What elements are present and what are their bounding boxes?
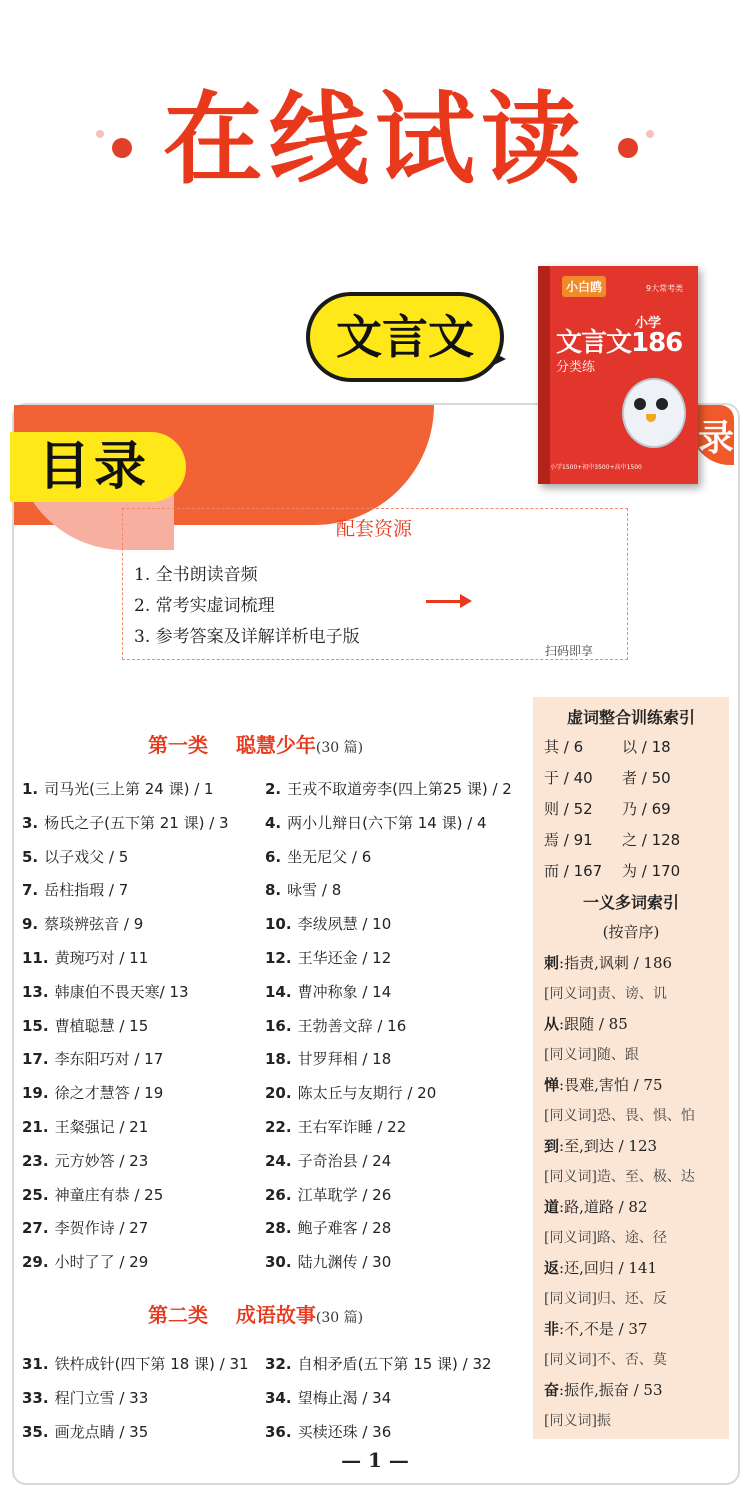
index-synonyms: [同义词]路、途、径 [544, 1230, 667, 1246]
toc-entry [265, 879, 341, 900]
index-title: 一义多词索引 [582, 893, 679, 912]
toc-entry-number: 19. [22, 1084, 49, 1103]
toc-entry-title: 咏雪 / 8 [287, 881, 342, 900]
toc-entry [22, 947, 148, 968]
toc-entry [265, 981, 391, 1002]
index-entry: 者 / 50 [622, 769, 671, 787]
toc-entry [22, 913, 143, 934]
toc-entry-number: 3. [22, 813, 39, 832]
toc-entry-title: 杨氏之子(五下第 21 课) / 3 [44, 813, 229, 832]
arrow-head-icon [460, 594, 472, 608]
index-entry: 之 / 128 [622, 831, 681, 849]
index-synonyms: [同义词]造、至、极、达 [544, 1169, 695, 1185]
owl-eye [634, 398, 646, 410]
toc-entry-number: 28. [265, 1219, 292, 1238]
scan-hint: 扫码即享 [545, 644, 594, 658]
toc-entry [22, 812, 229, 833]
toc-entry-title: 徐之才慧答 / 19 [54, 1084, 164, 1103]
toc-heading: 目录 [38, 437, 151, 497]
toc-entry [265, 1251, 391, 1272]
toc-entry [265, 1184, 391, 1205]
toc-entry [22, 981, 189, 1002]
toc-entry [265, 778, 512, 799]
category-bubble: 文言文 [306, 292, 504, 382]
toc-entry-title: 陆九渊传 / 30 [297, 1253, 392, 1272]
toc-entry [22, 1387, 148, 1408]
toc-entry-title: 王勃善文辞 / 16 [297, 1016, 407, 1035]
toc-entry-title: 甘罗拜相 / 18 [297, 1050, 392, 1069]
section-count: (30 篇) [315, 740, 364, 756]
toc-entry [265, 846, 371, 867]
toc-entry-number: 16. [265, 1016, 292, 1035]
toc-entry-title: 以子戏父 / 5 [44, 847, 129, 866]
section-title: 第一类 聪慧少年 [148, 733, 316, 757]
toc-entry [265, 1015, 406, 1036]
index-entry: 惮:畏难,害怕 / 75 [544, 1076, 663, 1094]
page-number: — 1 — [341, 1448, 409, 1472]
toc-entry-number: 23. [22, 1151, 49, 1170]
section-header [148, 729, 363, 758]
toc-entry [22, 1217, 148, 1238]
book-level: 小学 [635, 316, 662, 331]
owl-eye [656, 398, 668, 410]
book-subtitle: 分类练 [556, 360, 596, 375]
index-synonyms: [同义词]归、还、反 [544, 1291, 667, 1307]
toc-entry-number: 35. [22, 1422, 49, 1441]
book-tag: 9大常考类 [646, 284, 684, 293]
index-entry: 则 / 52 [544, 800, 593, 818]
toc-entry-number: 22. [265, 1118, 292, 1136]
toc-entry-number: 26. [265, 1185, 292, 1204]
toc-entry [265, 1150, 391, 1171]
index-entry: 乃 / 69 [622, 800, 671, 818]
toc-entry [265, 1387, 391, 1408]
toc-entry-title: 李东阳巧对 / 17 [54, 1050, 164, 1069]
index-entry: 刺:指责,讽刺 / 186 [544, 954, 673, 972]
owl-mascot-icon [622, 378, 686, 448]
toc-entry [22, 778, 214, 799]
toc-entry-title: 黄琬巧对 / 11 [54, 949, 149, 967]
toc-entry-number: 32. [265, 1355, 292, 1373]
toc-entry-number: 17. [22, 1050, 49, 1069]
toc-entry-title: 自相矛盾(五下第 15 课) / 32 [297, 1355, 492, 1373]
book-spine [538, 266, 550, 484]
book-cover [538, 266, 698, 484]
resource-item: 3. 参考答案及详解详析电子版 [134, 627, 360, 647]
toc-entry-number: 24. [265, 1151, 292, 1170]
index-entry: 为 / 170 [622, 862, 681, 880]
index-entry: 于 / 40 [544, 769, 593, 787]
toc-entry-number: 6. [265, 847, 282, 866]
toc-entry-number: 34. [265, 1388, 292, 1407]
page-title: 在线试读 [163, 81, 587, 198]
toc-entry-title: 王华还金 / 12 [297, 949, 392, 967]
book-footer: 小学1500+初中3500+高中1500 [550, 464, 642, 471]
toc-entry [265, 1353, 492, 1374]
toc-entry-number: 10. [265, 915, 292, 934]
index-entry: 其 / 6 [544, 738, 584, 756]
toc-entry [265, 947, 391, 968]
toc-entry [22, 1116, 148, 1137]
toc-entry-title: 王戎不取道旁李(四上第25 课) / 2 [287, 780, 512, 798]
toc-entry [265, 1116, 406, 1137]
toc-entry-title: 曹冲称象 / 14 [297, 982, 392, 1001]
toc-entry-number: 15. [22, 1016, 49, 1035]
toc-entry-number: 11. [22, 949, 49, 967]
toc-entry-number: 9. [22, 915, 39, 934]
toc-entry-number: 8. [265, 881, 282, 900]
toc-entry [22, 1421, 148, 1442]
toc-entry-number: 20. [265, 1084, 292, 1103]
index-entry: 从:跟随 / 85 [544, 1015, 628, 1033]
toc-entry-number: 18. [265, 1050, 292, 1069]
toc-entry-title: 画龙点睛 / 35 [54, 1422, 149, 1441]
toc-entry [22, 846, 128, 867]
toc-entry-number: 12. [265, 949, 292, 967]
toc-entry-title: 李绂夙慧 / 10 [297, 915, 392, 934]
toc-entry-number: 13. [22, 982, 49, 1001]
toc-entry-number: 33. [22, 1388, 49, 1407]
index-entry: 到:至,到达 / 123 [544, 1137, 658, 1155]
toc-entry-number: 5. [22, 847, 39, 866]
section-title: 第二类 成语故事 [148, 1303, 316, 1327]
index-title: 虚词整合训练索引 [566, 708, 695, 727]
index-entry: 而 / 167 [544, 862, 603, 880]
toc-entry-title: 程门立雪 / 33 [54, 1388, 149, 1407]
index-entry: 返:还,回归 / 141 [544, 1259, 658, 1277]
toc-entry-title: 子奇治县 / 24 [297, 1151, 392, 1170]
section-header [148, 1299, 363, 1328]
toc-entry [265, 913, 391, 934]
toc-entry [22, 1353, 249, 1374]
toc-entry [22, 1150, 148, 1171]
toc-entry-number: 14. [265, 982, 292, 1001]
toc-entry [265, 1082, 436, 1103]
toc-entry-number: 30. [265, 1253, 292, 1272]
toc-entry-title: 买椟还珠 / 36 [297, 1422, 392, 1441]
toc-entry-title: 韩康伯不畏天寒/ 13 [54, 982, 189, 1001]
toc-entry-number: 27. [22, 1219, 49, 1238]
toc-entry [265, 1217, 391, 1238]
index-entry: 以 / 18 [622, 738, 671, 756]
toc-entry [22, 1184, 163, 1205]
toc-entry-title: 铁杵成针(四下第 18 课) / 31 [54, 1355, 249, 1373]
toc-entry-number: 1. [22, 780, 39, 798]
toc-entry-number: 4. [265, 813, 282, 832]
index-synonyms: [同义词]恐、畏、惧、怕 [544, 1108, 695, 1124]
index-entry: 非:不,不是 / 37 [544, 1320, 648, 1338]
toc-entry-number: 31. [22, 1355, 49, 1373]
index-synonyms: [同义词]随、跟 [544, 1047, 639, 1063]
toc-entry-title: 鲍子难客 / 28 [297, 1219, 392, 1238]
section-count: (30 篇) [315, 1310, 364, 1326]
arrow-right-icon [426, 600, 462, 603]
index-synonyms: [同义词]振 [544, 1413, 611, 1429]
toc-entry-title: 望梅止渴 / 34 [297, 1388, 392, 1407]
index-entry: 道:路,道路 / 82 [544, 1198, 648, 1216]
resource-item: 1. 全书朗读音频 [134, 565, 258, 585]
toc-entry-title: 蔡琰辨弦音 / 9 [44, 915, 144, 934]
toc-entry-title: 曹植聪慧 / 15 [54, 1016, 149, 1035]
toc-entry [22, 1015, 148, 1036]
toc-entry-title: 李贺作诗 / 27 [54, 1219, 149, 1238]
toc-entry-title: 小时了了 / 29 [54, 1253, 149, 1272]
toc-entry-title: 两小儿辩日(六下第 14 课) / 4 [287, 813, 487, 832]
toc-entry-number: 7. [22, 881, 39, 900]
toc-entry [265, 1421, 391, 1442]
toc-entry [22, 1082, 163, 1103]
toc-entry [22, 1251, 148, 1272]
index-synonyms: [同义词]不、否、莫 [544, 1352, 667, 1368]
resources-title: 配套资源 [335, 518, 412, 540]
toc-entry [22, 879, 128, 900]
toc-entry-number: 2. [265, 780, 282, 798]
toc-entry-title: 神童庄有恭 / 25 [54, 1185, 164, 1204]
toc-entry-title: 司马光(三上第 24 课) / 1 [44, 780, 214, 798]
toc-entry-number: 21. [22, 1118, 49, 1136]
toc-entry-number: 36. [265, 1422, 292, 1441]
toc-entry [22, 1048, 163, 1069]
index-subtitle: (按音序) [602, 923, 660, 941]
toc-entry-title: 江革耽学 / 26 [297, 1185, 392, 1204]
decor-glyph: 录 [698, 418, 735, 459]
toc-entry-title: 王粲强记 / 21 [54, 1118, 149, 1136]
toc-entry-title: 元方妙答 / 23 [54, 1151, 149, 1170]
toc-entry-number: 29. [22, 1253, 49, 1272]
toc-entry [265, 812, 487, 833]
index-synonyms: [同义词]责、谤、讥 [544, 986, 667, 1002]
toc-entry [265, 1048, 391, 1069]
book-brand-logo: 小白鸥 [562, 276, 606, 297]
index-entry: 奋:振作,振奋 / 53 [544, 1381, 663, 1399]
book-title: 文言文186 [556, 328, 683, 358]
resource-item: 2. 常考实虚词梳理 [134, 596, 275, 616]
toc-entry-number: 25. [22, 1185, 49, 1204]
toc-entry-title: 王右军诈睡 / 22 [297, 1118, 407, 1136]
toc-entry-title: 陈太丘与友期行 / 20 [297, 1084, 437, 1103]
index-entry: 焉 / 91 [544, 831, 593, 849]
toc-entry-title: 坐无尼父 / 6 [287, 847, 372, 866]
toc-entry-title: 岳柱指瑕 / 7 [44, 881, 129, 900]
